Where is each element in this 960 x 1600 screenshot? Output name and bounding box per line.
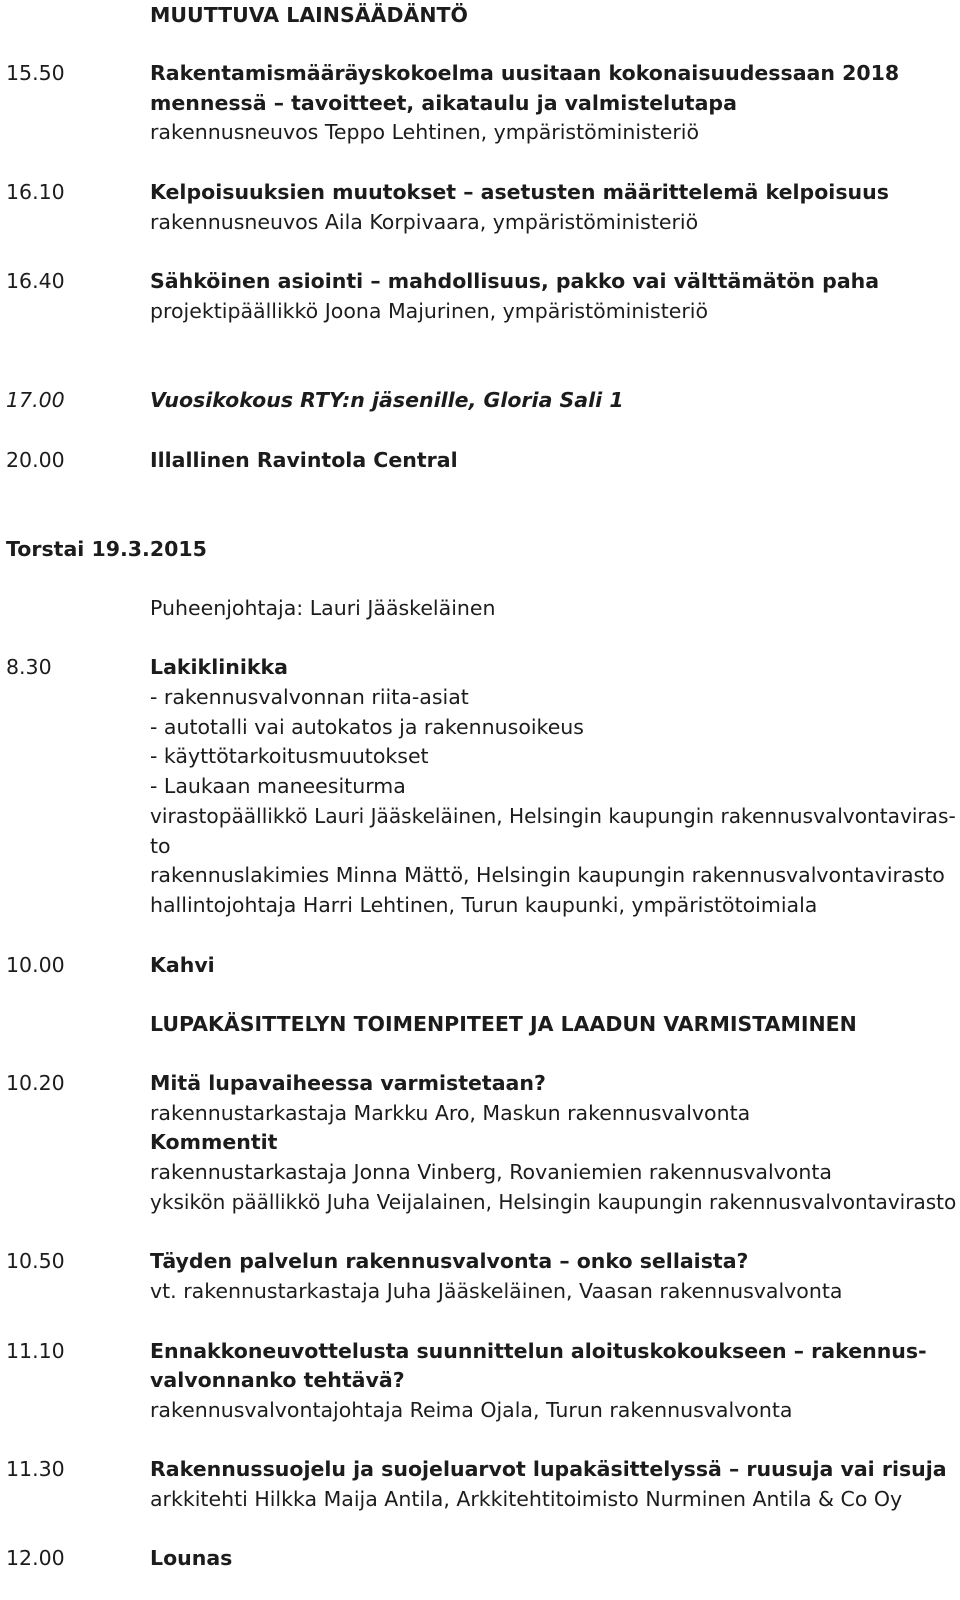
agenda-title: valvonnanko tehtävä? <box>150 1368 405 1392</box>
chairperson: Puheenjohtaja: Lauri Jääskeläinen <box>150 596 496 620</box>
agenda-time: 8.30 <box>6 655 52 679</box>
agenda-speaker: rakennusvalvontajohtaja Reima Ojala, Turun rakennusvalvonta <box>150 1398 793 1422</box>
agenda-time: 20.00 <box>6 448 65 472</box>
agenda-time: 11.10 <box>6 1339 65 1363</box>
agenda-time: 16.40 <box>6 269 65 293</box>
agenda-title: Rakennussuojelu ja suojeluarvot lupakäsittelyssä – ruusuja vai risuja <box>150 1457 947 1481</box>
agenda-time: 15.50 <box>6 61 65 85</box>
agenda-title: Illallinen Ravintola Central <box>150 448 458 472</box>
agenda-topic: - Laukaan maneesiturma <box>150 774 406 798</box>
section-heading-lupa: LUPAKÄSITTELYN TOIMENPITEET JA LAADUN VARMISTAMINEN <box>150 1012 857 1036</box>
agenda-time: 17.00 <box>6 388 65 412</box>
comment-label: Kommentit <box>150 1130 278 1154</box>
agenda-speaker: virastopäällikkö Lauri Jääskeläinen, Helsingin kaupungin rakennusvalvontaviras- <box>150 804 956 828</box>
agenda-title: mennessä – tavoitteet, aikataulu ja valmistelutapa <box>150 91 737 115</box>
agenda-speaker: rakennusneuvos Teppo Lehtinen, ympäristöministeriö <box>150 120 700 144</box>
agenda-time: 10.00 <box>6 953 65 977</box>
agenda-time: 10.50 <box>6 1249 65 1273</box>
agenda-speaker: rakennustarkastaja Markku Aro, Maskun rakennusvalvonta <box>150 1101 751 1125</box>
agenda-title: Mitä lupavaiheessa varmistetaan? <box>150 1071 546 1095</box>
agenda-speaker: vt. rakennustarkastaja Juha Jääskeläinen, Vaasan rakennusvalvonta <box>150 1279 843 1303</box>
agenda-speaker: yksikön päällikkö Juha Veijalainen, Helsingin kaupungin rakennusvalvontavirasto <box>150 1190 957 1214</box>
agenda-topic: - autotalli vai autokatos ja rakennusoikeus <box>150 715 584 739</box>
agenda-topic: - rakennusvalvonnan riita-asiat <box>150 685 469 709</box>
agenda-title: Kelpoisuuksien muutokset – asetusten määrittelemä kelpoisuus <box>150 180 889 204</box>
agenda-speaker: rakennustarkastaja Jonna Vinberg, Rovaniemien rakennusvalvonta <box>150 1160 832 1184</box>
section-heading-muuttuva: MUUTTUVA LAINSÄÄDÄNTÖ <box>150 3 468 27</box>
agenda-topic: - käyttötarkoitusmuutokset <box>150 744 429 768</box>
agenda-title: Lakiklinikka <box>150 655 288 679</box>
agenda-title: Täyden palvelun rakennusvalvonta – onko sellaista? <box>150 1249 749 1273</box>
agenda-title: Rakentamismääräyskokoelma uusitaan kokonaisuudessaan 2018 <box>150 61 900 85</box>
agenda-speaker: projektipäällikkö Joona Majurinen, ympäristöministeriö <box>150 299 709 323</box>
agenda-time: 12.00 <box>6 1546 65 1570</box>
day-heading: Torstai 19.3.2015 <box>6 537 207 561</box>
agenda-title: Vuosikokous RTY:n jäsenille, Gloria Sali 1 <box>150 388 624 412</box>
agenda-speaker: rakennusneuvos Aila Korpivaara, ympäristöministeriö <box>150 210 699 234</box>
agenda-time: 11.30 <box>6 1457 65 1481</box>
agenda-title: Ennakkoneuvottelusta suunnittelun aloituskokoukseen – rakennus- <box>150 1339 927 1363</box>
agenda-title: Sähköinen asiointi – mahdollisuus, pakko vai välttämätön paha <box>150 269 880 293</box>
agenda-title: Lounas <box>150 1546 233 1570</box>
agenda-speaker: to <box>150 834 171 858</box>
agenda-time: 16.10 <box>6 180 65 204</box>
agenda-time: 10.20 <box>6 1071 65 1095</box>
agenda-speaker: hallintojohtaja Harri Lehtinen, Turun kaupunki, ympäristötoimiala <box>150 893 818 917</box>
agenda-speaker: rakennuslakimies Minna Mättö, Helsingin kaupungin rakennusvalvontavirasto <box>150 863 945 887</box>
agenda-speaker: arkkitehti Hilkka Maija Antila, Arkkitehtitoimisto Nurminen Antila & Co Oy <box>150 1487 903 1511</box>
agenda-title: Kahvi <box>150 953 215 977</box>
